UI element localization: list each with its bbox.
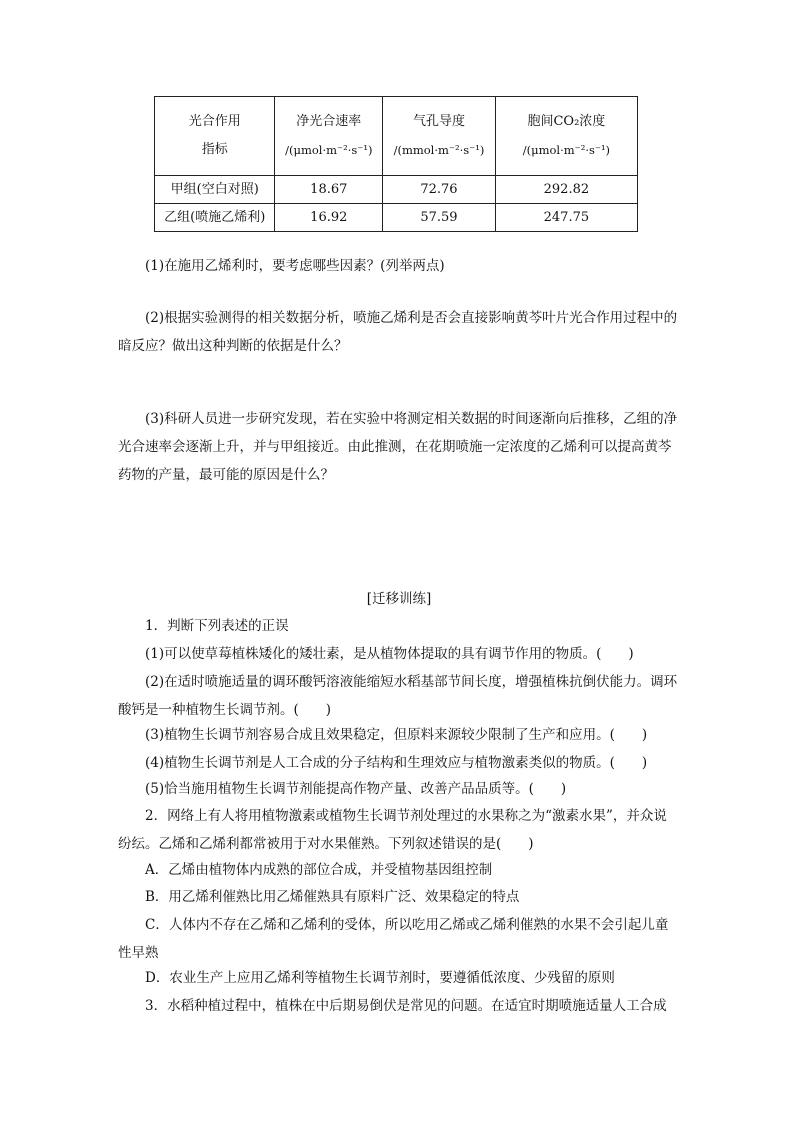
- table-header-cell: [383, 97, 496, 176]
- header-line: 光合作用: [188, 114, 241, 129]
- table-cell: 57.59: [383, 204, 496, 232]
- question-3: (3)科研人员进一步研究发现，若在实验中将测定相关数据的时间逐渐向后推移，乙组的净光合速率会逐渐上升，并与甲组接近。由此推测，在花期喷施一定浓度的乙烯利可以提高黄芩药物的产量，最可能的原因是什么？: [118, 411, 678, 483]
- item1-statement: (3)植物生长调节剂容易合成且效果稳定，但原料来源较少限制了生产和应用。( ): [145, 727, 648, 743]
- table-header-cell: [155, 97, 275, 176]
- table-cell: 16.92: [275, 204, 383, 232]
- item1-statement: (1)可以使草莓植株矮化的矮壮素，是从植物体提取的具有调节作用的物质。( ): [145, 646, 634, 662]
- header-line: 气孔导度: [412, 114, 465, 129]
- item1-statement: (2)在适时喷施适量的调环酸钙溶液能缩短水稻基部节间长度，增强植株抗倒伏能力。调环酸钙是一种植物生长调节剂。( ): [118, 674, 678, 718]
- item2-option-a: A．乙烯由植物体内成熟的部位合成，并受植物基因组控制: [145, 862, 493, 878]
- table-header-cell: [495, 97, 637, 176]
- table-row: [155, 204, 638, 232]
- question-2: (2)根据实验测得的相关数据分析，喷施乙烯利是否会直接影响黄芩叶片光合作用过程中的暗反应？做出这种判断的依据是什么？: [118, 310, 678, 354]
- table-header-row: [155, 97, 638, 176]
- table-cell: 72.76: [383, 176, 496, 204]
- header-line: 净光合速率: [296, 114, 362, 129]
- photosynthesis-data-table: [154, 96, 638, 232]
- table-cell: 292.82: [495, 176, 637, 204]
- header-unit: /(mmol·m⁻²·s⁻¹): [393, 143, 485, 157]
- item1-stem: 1．判断下列表述的正误: [145, 618, 289, 634]
- item1-statement: (4)植物生长调节剂是人工合成的分子结构和生理效应与植物激素类似的物质。( ): [145, 755, 648, 771]
- item3-stem: 3．水稻种植过程中，植株在中后期易倒伏是常见的问题。在适宜时期喷施适量人工合成: [145, 998, 667, 1014]
- table-cell: 247.75: [495, 204, 637, 232]
- section-title: [迁移训练]: [366, 591, 432, 607]
- header-line: 指标: [201, 142, 228, 157]
- table-row: [155, 176, 638, 204]
- item2-option-c: C．人体内不存在乙烯和乙烯利的受体，所以吃用乙烯或乙烯利催熟的水果不会引起儿童性早熟: [118, 917, 669, 961]
- table-cell: 甲组(空白对照): [155, 176, 275, 204]
- table-cell: 乙组(喷施乙烯利): [155, 204, 275, 232]
- header-line: 胞间CO₂浓度: [527, 114, 606, 129]
- question-1: (1)在施用乙烯利时，要考虑哪些因素？(列举两点): [145, 258, 445, 274]
- table-cell: 18.67: [275, 176, 383, 204]
- item2-option-d: D．农业生产上应用乙烯利等植物生长调节剂时，要遵循低浓度、少残留的原则: [145, 970, 615, 986]
- header-unit: /(μmol·m⁻²·s⁻¹): [285, 143, 373, 157]
- table-header-cell: [275, 97, 383, 176]
- header-unit: /(μmol·m⁻²·s⁻¹): [522, 143, 611, 157]
- item2-option-b: B．用乙烯利催熟比用乙烯催熟具有原料广泛、效果稳定的特点: [145, 889, 520, 905]
- item1-statement: (5)恰当施用植物生长调节剂能提高作物产量、改善产品品质等。( ): [145, 781, 567, 797]
- item2-stem: 2．网络上有人将用植物激素或植物生长调节剂处理过的水果称之为“激素水果”，并众说纷纭。乙烯和乙烯利都常被用于对水果催熟。下列叙述错误的是( ): [118, 808, 667, 852]
